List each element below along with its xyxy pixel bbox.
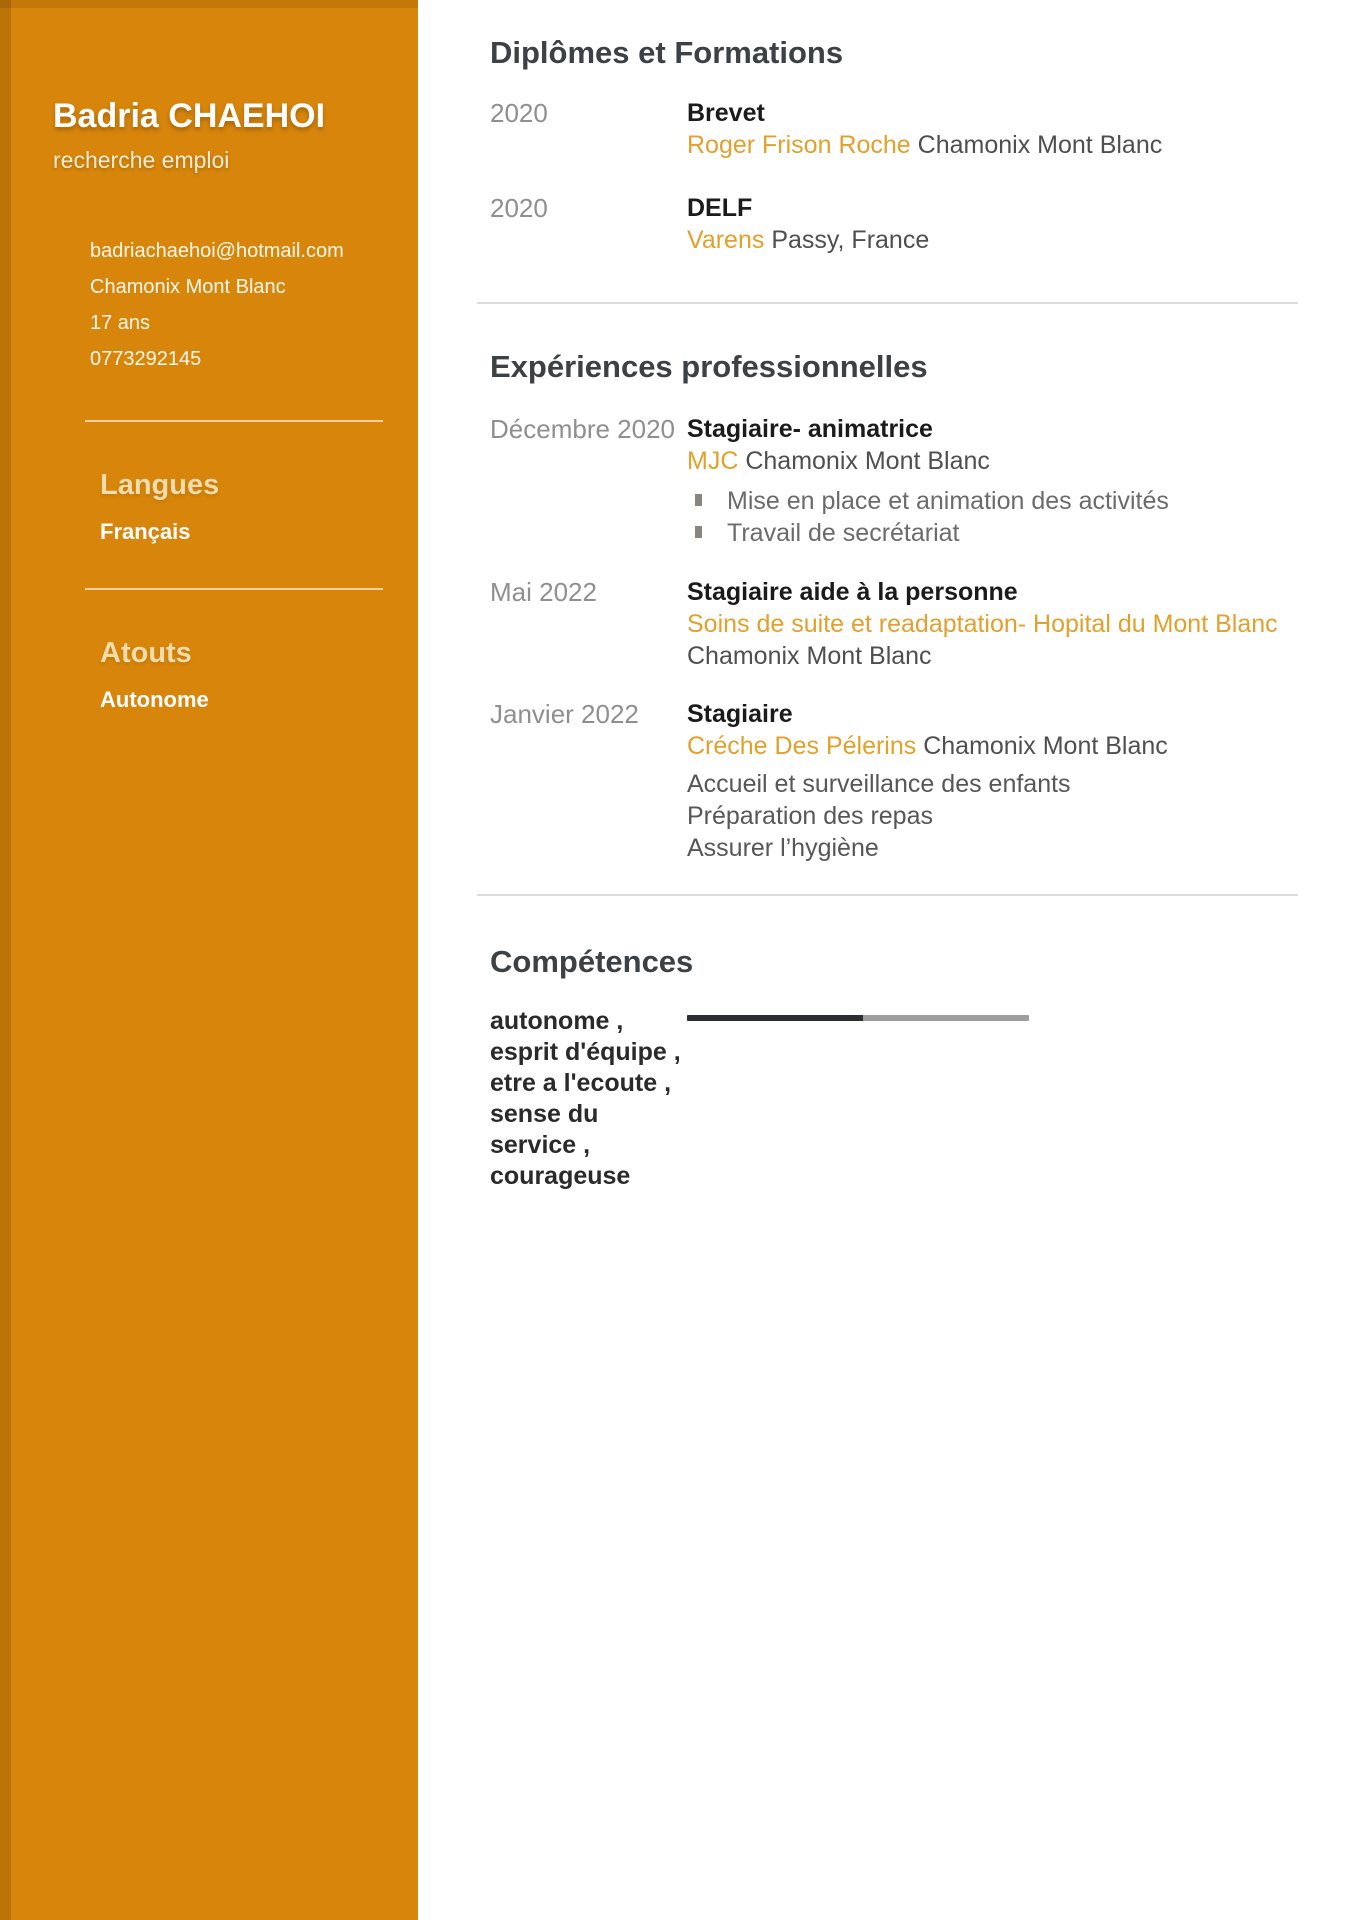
square-bullet-icon bbox=[695, 494, 702, 506]
experience-bullet-text: Travail de secrétariat bbox=[727, 519, 960, 547]
languages-section bbox=[100, 468, 418, 545]
strength-item: Autonome bbox=[100, 687, 209, 712]
contact-email: badriachaehoi@hotmail.com bbox=[90, 240, 344, 262]
experience-description-line: Accueil et surveillance des enfants bbox=[687, 770, 1071, 798]
strengths-title: Atouts bbox=[100, 637, 192, 669]
experience-title: Stagiaire aide à la personne bbox=[687, 578, 1018, 606]
section-divider bbox=[477, 894, 1298, 896]
experience-org-line bbox=[687, 730, 1298, 762]
contact-age: 17 ans bbox=[90, 312, 151, 334]
sidebar-header bbox=[0, 0, 418, 173]
experience-title: Stagiaire- animatrice bbox=[687, 415, 933, 443]
experience-place: Chamonix Mont Blanc bbox=[687, 642, 932, 670]
diploma-entry bbox=[490, 97, 1298, 161]
contact-location: Chamonix Mont Blanc bbox=[90, 276, 286, 298]
experience-bullet bbox=[687, 517, 1298, 549]
diploma-org: Roger Frison Roche bbox=[687, 131, 911, 159]
experience-org-line bbox=[687, 445, 1298, 477]
skill-level-fill bbox=[687, 1015, 863, 1021]
diploma-title: DELF bbox=[687, 194, 753, 222]
diploma-place: Chamonix Mont Blanc bbox=[917, 131, 1163, 159]
diploma-place: Passy, France bbox=[771, 226, 930, 254]
experience-entry bbox=[490, 576, 1298, 672]
competences-section-title: Compétences bbox=[490, 944, 694, 979]
skill-level-cell bbox=[687, 1006, 1298, 1192]
diploma-entry bbox=[490, 192, 1298, 256]
skills-text: autonome , esprit d'équipe , etre a l'ecoute , sense du service , courageuse bbox=[490, 1007, 681, 1190]
sidebar bbox=[0, 0, 418, 1920]
experience-body bbox=[687, 698, 1298, 864]
experience-entry bbox=[490, 698, 1298, 864]
skill-level-bar bbox=[687, 1015, 1029, 1021]
strengths-section bbox=[100, 636, 418, 713]
sidebar-divider bbox=[85, 420, 383, 422]
contact-phone: 0773292145 bbox=[90, 348, 202, 370]
experience-body bbox=[687, 576, 1298, 672]
experience-bullet bbox=[687, 485, 1298, 517]
diploma-date: 2020 bbox=[490, 193, 548, 223]
experience-description-line: Assurer l’hygiène bbox=[687, 834, 879, 862]
experience-description bbox=[687, 768, 1298, 864]
experience-description-line: Préparation des repas bbox=[687, 802, 933, 830]
diplomas-section-title: Diplômes et Formations bbox=[490, 35, 844, 70]
languages-title: Langues bbox=[100, 469, 220, 501]
experience-date: Décembre 2020 bbox=[490, 414, 675, 444]
contact-block bbox=[90, 233, 388, 377]
section-divider bbox=[477, 302, 1298, 304]
diploma-body bbox=[687, 192, 1298, 256]
diplomas-entries bbox=[490, 97, 1298, 256]
diploma-title: Brevet bbox=[687, 99, 765, 127]
experience-bullet-text: Mise en place et animation des activités bbox=[727, 487, 1169, 515]
sidebar-divider bbox=[85, 588, 383, 590]
experiences-section-title: Expériences professionnelles bbox=[490, 349, 928, 384]
diploma-date: 2020 bbox=[490, 98, 548, 128]
person-name: Badria CHAEHOI bbox=[53, 97, 326, 135]
experience-entries bbox=[490, 413, 1298, 864]
resume-main bbox=[418, 0, 1356, 1920]
experience-org: MJC bbox=[687, 447, 739, 475]
experience-title: Stagiaire bbox=[687, 700, 793, 728]
experience-place: Chamonix Mont Blanc bbox=[923, 732, 1168, 760]
person-objective: recherche emploi bbox=[53, 147, 230, 173]
experience-date: Janvier 2022 bbox=[490, 699, 639, 729]
square-bullet-icon bbox=[695, 526, 702, 538]
experience-org: Créche Des Pélerins bbox=[687, 732, 917, 760]
diploma-org-line bbox=[687, 129, 1298, 161]
diploma-org: Varens bbox=[687, 226, 765, 254]
experience-entry bbox=[490, 413, 1298, 549]
experience-body bbox=[687, 413, 1298, 549]
language-item: Français bbox=[100, 519, 191, 544]
experience-bullet-list bbox=[687, 485, 1298, 549]
experience-org: Soins de suite et readaptation- Hopital du Mont Blanc bbox=[687, 610, 1278, 638]
experience-date: Mai 2022 bbox=[490, 577, 597, 607]
competences-row bbox=[490, 1006, 1298, 1192]
diploma-org-line bbox=[687, 224, 1298, 256]
experience-place: Chamonix Mont Blanc bbox=[745, 447, 990, 475]
diploma-body bbox=[687, 97, 1298, 161]
